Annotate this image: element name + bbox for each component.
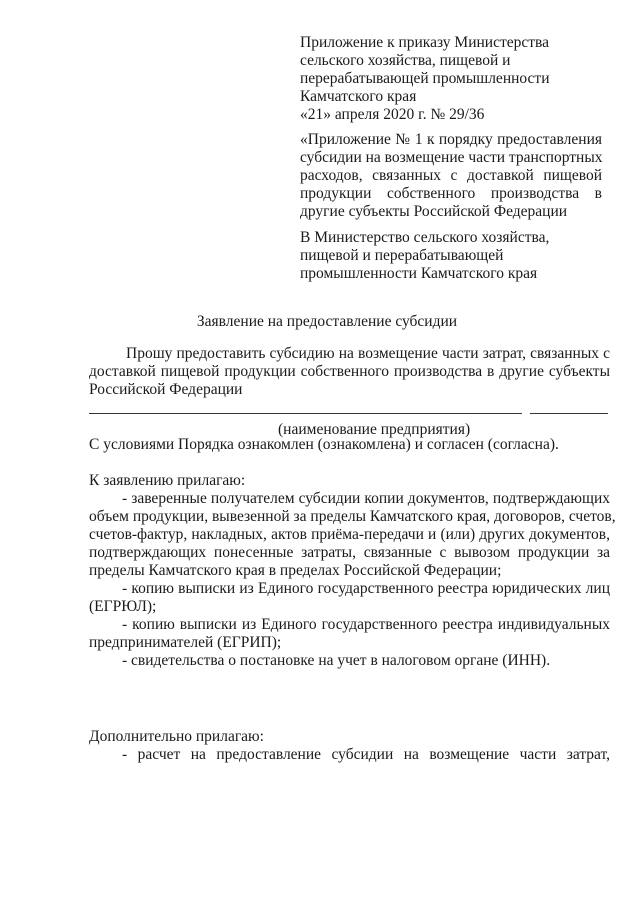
order-appendix-block bbox=[300, 34, 602, 124]
procedure-appendix-line: продукции собственного производства в bbox=[300, 185, 602, 202]
attachment-line: подтверждающих понесенные затраты, связанные с вывозом продукции за bbox=[89, 544, 610, 561]
order-appendix-line: сельского хозяйства, пищевой и bbox=[300, 52, 511, 69]
request-line: Российской Федерации bbox=[89, 381, 243, 398]
attachment-line: пределы Камчатского края в пределах Российской Федерации; bbox=[89, 562, 502, 579]
addressee-line: В Министерство сельского хозяйства, bbox=[300, 229, 550, 246]
attachment-line: счетов-фактур, накладных, актов приёма-передачи и (или) других документов, bbox=[89, 526, 610, 543]
additional-attachments-title: Дополнительно прилагаю: bbox=[89, 728, 264, 745]
attachment-line: - копию выписки из Единого государственного реестра юридических лиц bbox=[122, 580, 610, 597]
attachment-line: - свидетельства о постановке на учет в налоговом органе (ИНН). bbox=[122, 652, 551, 669]
attachment-line: - копию выписки из Единого государственного реестра индивидуальных bbox=[122, 616, 610, 633]
order-date-number: «21» апреля 2020 г. № 29/36 bbox=[300, 106, 485, 123]
addressee-line: пищевой и перерабатывающей bbox=[300, 247, 504, 264]
enterprise-name-caption: (наименование предприятия) bbox=[278, 421, 471, 438]
attachment-line: объем продукции, вывезенной за пределы Камчатского края, договоров, счетов, bbox=[89, 508, 616, 525]
addressee-line: промышленности Камчатского края bbox=[300, 265, 538, 282]
procedure-appendix-block bbox=[300, 131, 602, 221]
attachment-line: предпринимателей (ЕГРИП); bbox=[89, 634, 282, 651]
addressee-block bbox=[300, 229, 560, 283]
request-paragraph bbox=[89, 345, 610, 399]
order-appendix-line: Камчатского края bbox=[300, 88, 417, 105]
attachment-line: (ЕГРЮЛ); bbox=[89, 598, 157, 615]
attachments-title: К заявлению прилагаю: bbox=[89, 472, 246, 489]
additional-attachments-list bbox=[89, 746, 610, 764]
procedure-appendix-line: «Приложение № 1 к порядку предоставления bbox=[300, 131, 602, 148]
attachments-list bbox=[89, 490, 616, 670]
order-appendix-line: перерабатывающей промышленности bbox=[300, 70, 550, 87]
attachment-line: - заверенные получателем субсидии копии документов, подтверждающих bbox=[122, 490, 610, 507]
additional-attachment-line: - расчет на предоставление субсидии на возмещение части затрат, bbox=[122, 746, 610, 763]
procedure-appendix-line: субсидии на возмещение части транспортных bbox=[300, 149, 603, 166]
enterprise-name-field-line[interactable] bbox=[89, 413, 522, 414]
conditions-statement: С условиями Порядка ознакомлен (ознакомлена) и согласен (согласна). bbox=[89, 436, 559, 453]
request-line: доставкой пищевой продукции собственного производства в другие субъекты bbox=[89, 363, 610, 380]
enterprise-name-field-line[interactable] bbox=[530, 413, 608, 414]
document-title: Заявление на предоставление субсидии bbox=[196, 313, 458, 330]
procedure-appendix-line: другие субъекты Российской Федерации bbox=[300, 203, 568, 220]
procedure-appendix-line: расходов, связанных с доставкой пищевой bbox=[300, 167, 602, 184]
order-appendix-line: Приложение к приказу Министерства bbox=[300, 34, 550, 51]
request-line: Прошу предоставить субсидию на возмещение части затрат, связанных с bbox=[126, 345, 610, 362]
